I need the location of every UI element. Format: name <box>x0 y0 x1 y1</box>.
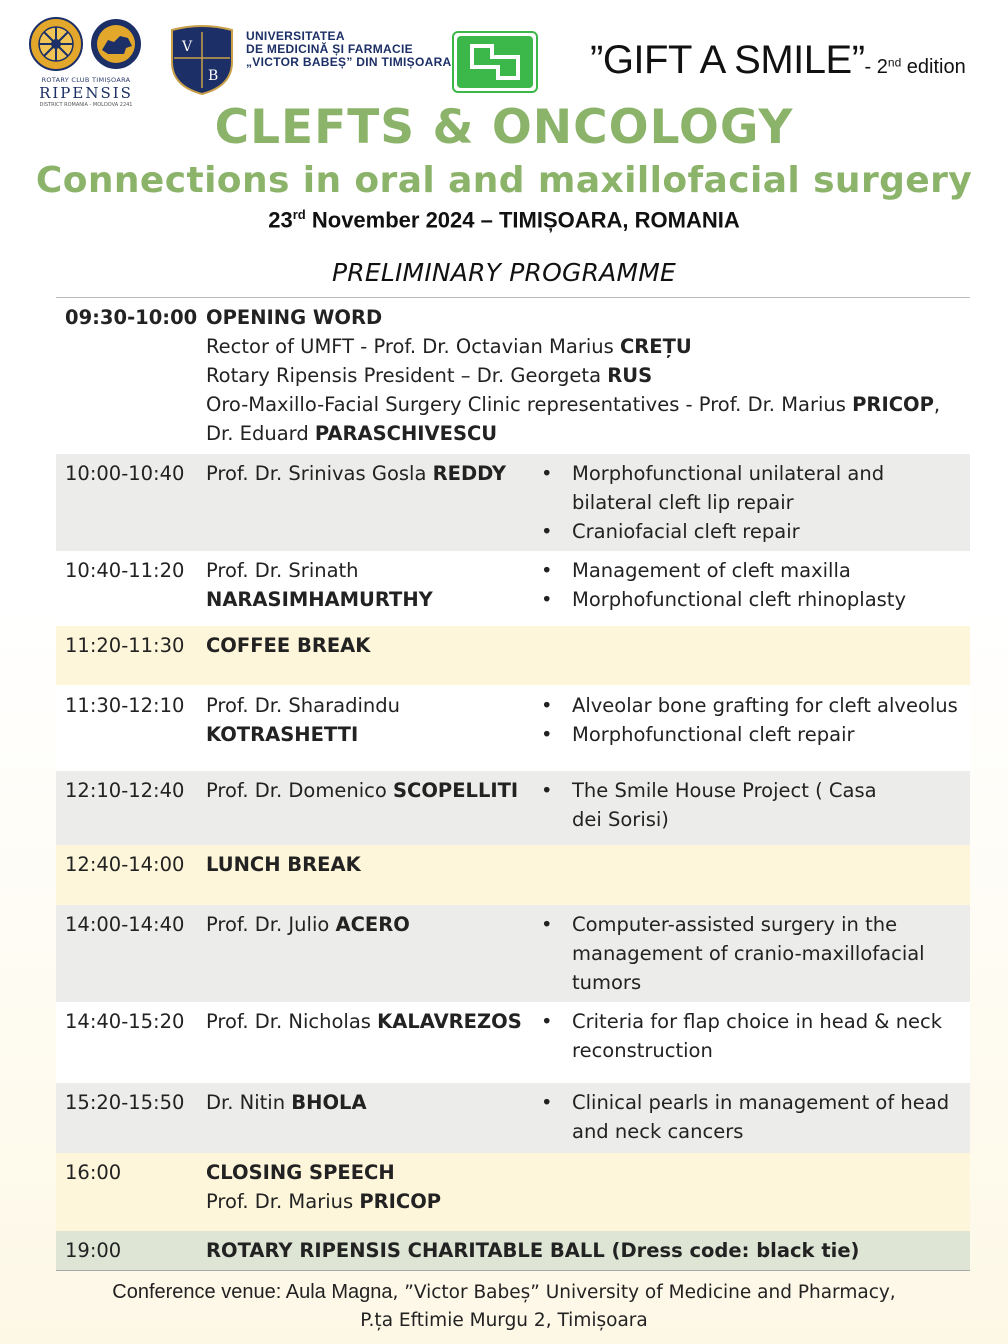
table-row <box>56 551 970 626</box>
row-content <box>206 303 966 448</box>
date-rest: November 2024 – TIMIȘOARA, ROMANIA <box>305 207 740 233</box>
logo-bar <box>0 12 1008 107</box>
row-speaker: Prof. Dr. Nicholas KALAVREZOS <box>206 1010 522 1033</box>
event-title: ”GIFT A SMILE” <box>590 38 865 82</box>
table-row <box>56 1002 970 1083</box>
conference-title: CLEFTS & ONCOLOGY <box>214 100 794 155</box>
row-topics <box>541 459 961 546</box>
topic-item: • Craniofacial cleft repair <box>541 517 961 546</box>
date-sup: rd <box>292 207 306 222</box>
hospital-logo-icon <box>452 31 538 93</box>
row-speaker: Prof. Dr. Srinath NARASIMHAMURTHY <box>206 559 433 611</box>
table-row <box>56 454 970 551</box>
table-row-break <box>56 845 970 905</box>
row-time: 12:10-12:40 <box>65 779 185 802</box>
topic-item: • Morphofunctional unilateral and bilateral cleft lip repair <box>541 459 961 517</box>
row-time: 14:00-14:40 <box>65 913 185 936</box>
table-row <box>56 1083 970 1153</box>
table-row <box>56 905 970 1002</box>
rotary-ripensis-logo <box>28 16 144 108</box>
table-row <box>56 685 970 771</box>
svg-text:V: V <box>182 39 193 55</box>
opening-line-2: Rotary Ripensis President – Dr. Georgeta RUS <box>206 364 653 387</box>
row-topics <box>541 691 971 749</box>
row-time: 16:00 <box>65 1161 122 1184</box>
topic-item: • Morphofunctional cleft rhinoplasty <box>541 585 961 614</box>
row-time: 11:30-12:10 <box>65 694 185 717</box>
event-name <box>590 38 966 83</box>
row-speaker: Prof. Dr. Srinivas Gosla REDDY <box>206 462 507 485</box>
topic-item: • Criteria for flap choice in head & neck reconstruction <box>541 1007 961 1065</box>
row-content <box>206 1158 441 1216</box>
row-speaker: Prof. Dr. Julio ACERO <box>206 913 410 936</box>
row-time: 15:20-15:50 <box>65 1091 185 1114</box>
row-speaker: Prof. Dr. Domenico SCOPELLITI <box>206 779 519 802</box>
umft-crest-icon <box>168 24 236 96</box>
row-time: 14:40-15:20 <box>65 1010 185 1033</box>
row-label: LUNCH BREAK <box>206 853 361 876</box>
opening-line-1: Rector of UMFT - Prof. Dr. Octavian Marius CREȚU <box>206 335 692 358</box>
table-row-closing <box>56 1153 970 1231</box>
row-time: 09:30-10:00 <box>65 306 198 329</box>
wolf-gear-icon <box>88 16 144 72</box>
university-line-2: DE MEDICINĂ ȘI FARMACIE <box>246 42 413 56</box>
university-line-1: UNIVERSITATEA <box>246 29 345 43</box>
venue-address: P.ța Eftimie Murgu 2, Timișoara <box>360 1310 648 1331</box>
row-topics <box>541 910 936 997</box>
date-day: 23 <box>268 207 293 233</box>
row-time: 11:20-11:30 <box>65 634 185 657</box>
programme-heading: PRELIMINARY PROGRAMME <box>332 258 676 287</box>
opening-line-4: Dr. Eduard PARASCHIVESCU <box>206 422 498 445</box>
row-heading: CLOSING SPEECH <box>206 1161 395 1184</box>
topic-item: • Clinical pearls in management of head and neck cancers <box>541 1088 961 1146</box>
venue-label: Conference venue: Aula Magna <box>112 1281 393 1303</box>
venue-rest: , ”Victor Babeș” University of Medicine and Pharmacy, <box>392 1282 896 1303</box>
university-line-3: „VICTOR BABEȘ” DIN TIMIȘOARA <box>246 55 452 69</box>
row-topics <box>541 1088 961 1146</box>
row-label: ROTARY RIPENSIS CHARITABLE BALL (Dress code: black tie) <box>206 1239 860 1262</box>
programme-table <box>56 297 970 1271</box>
row-speaker: Dr. Nitin BHOLA <box>206 1091 367 1114</box>
topic-item: • Morphofunctional cleft repair <box>541 720 971 749</box>
table-row-break <box>56 626 970 685</box>
row-time: 12:40-14:00 <box>65 853 185 876</box>
row-topics <box>541 1007 961 1065</box>
row-speaker: Prof. Dr. Sharadindu KOTRASHETTI <box>206 694 400 746</box>
row-time: 10:40-11:20 <box>65 559 185 582</box>
edition-suffix: edition <box>901 56 966 78</box>
rotary-caption: ROTARY CLUB TIMIȘOARA <box>41 76 131 84</box>
svg-text:B: B <box>208 68 219 84</box>
topic-item: • Management of cleft maxilla <box>541 556 961 585</box>
row-label: COFFEE BREAK <box>206 634 371 657</box>
row-topics <box>541 556 961 614</box>
row-topics <box>541 776 911 834</box>
row-time: 19:00 <box>65 1239 122 1262</box>
topic-item: • The Smile House Project ( Casa dei Sorisi) <box>541 776 911 834</box>
opening-line-3: Oro-Maxillo-Facial Surgery Clinic representatives - Prof. Dr. Marius PRICOP, <box>206 393 941 416</box>
rotary-subtitle: DISTRICT ROMANIA - MOLDOVA 2241 <box>39 102 133 108</box>
edition-prefix: - 2 <box>864 56 888 78</box>
row-speaker: Prof. Dr. Marius PRICOP <box>206 1190 442 1213</box>
table-row-ball <box>56 1231 970 1270</box>
row-time: 10:00-10:40 <box>65 462 185 485</box>
table-row <box>56 771 970 845</box>
conference-subtitle: Connections in oral and maxillofacial surgery <box>35 160 973 201</box>
conference-date <box>0 207 1008 233</box>
university-name <box>246 30 452 69</box>
rotary-wheel-icon <box>28 16 84 72</box>
row-heading: OPENING WORD <box>206 306 383 329</box>
rotary-name: RIPENSIS <box>39 84 133 102</box>
edition-sup: nd <box>887 55 902 70</box>
topic-item: • Alveolar bone grafting for cleft alveolus <box>541 691 971 720</box>
topic-item: • Computer-assisted surgery in the management of cranio-maxillofacial tumors <box>541 910 936 997</box>
venue-line-1 <box>0 1278 1008 1307</box>
venue-footer <box>0 1278 1008 1335</box>
table-row-opening <box>56 298 970 454</box>
